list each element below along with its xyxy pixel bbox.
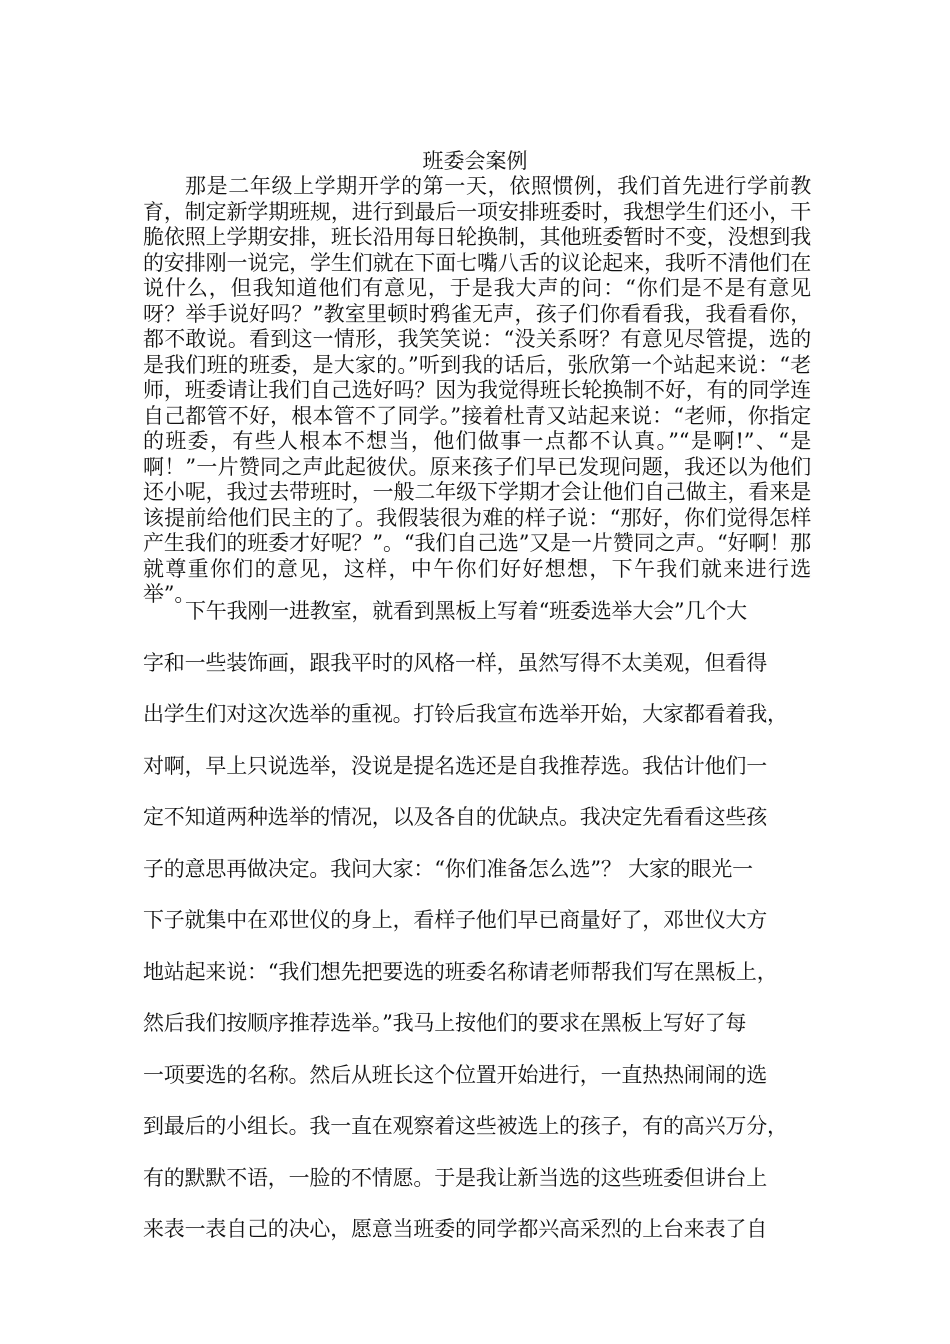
paragraph-2-line: 字和一些装饰画，跟我平时的风格一样，虽然写得不太美观，但看得 [143, 651, 767, 675]
document-title: 班委会案例 [422, 149, 528, 173]
paragraph-2-line: 出学生们对这次选举的重视。打铃后我宣布选举开始，大家都看着我， [143, 702, 788, 726]
paragraph-2-line: 地站起来说：“我们想先把要选的班委名称请老师帮我们写在黑板上， [143, 960, 778, 984]
paragraph-2-line: 对啊，早上只说选举，没说是提名选还是自我推荐选。我估计他们一 [143, 754, 767, 778]
paragraph-1 [143, 174, 811, 608]
paragraph-2-line: 有的默默不语，一脸的不情愿。于是我让新当选的这些班委但讲台上 [143, 1166, 767, 1190]
paragraph-2-line: 然后我们按顺序推荐选举。”我马上按他们的要求在黑板上写好了每 [143, 1011, 747, 1035]
paragraph-2-line: 到最后的小组长。我一直在观察着这些被选上的孩子，有的高兴万分， [143, 1114, 788, 1138]
paragraph-2-line: 子的意思再做决定。我问大家：“你们准备怎么选”？ 大家的眼光一 [143, 857, 753, 881]
paragraph-2-line: 定不知道两种选举的情况，以及各自的优缺点。我决定先看看这些孩 [143, 805, 767, 829]
paragraph-1-text: 那是二年级上学期开学的第一天，依照惯例，我们首先进行学前教育，制定新学期班规，进行到最后一项安排班委时，我想学生们还小，干脆依照上学期安排，班长沿用每日轮换制，其他班委暂时不变，没想到我的安排刚一说完，学生们就在下面七嘴八舌的议论起来，我听不清他们在说什么，但我知道他们有意见，于是我大声的问：“你们是不是有意见呀？举手说好吗？”教室里顿时鸦雀无声，孩子们你看看我，我看看你，都不敢说。看到这一情形，我笑笑说：“没关系呀？有意见尽管提，选的是我们班的班委，是大家的。”听到我的话后，张欣第一个站起来说：“老师，班委请让我们自己选好吗？因为我觉得班长轮换制不好，有的同学连自己都管不好，根本管不了同学。”接着杜青又站起来说：“老师，你指定的班委，有些人根本不想当，他们做事一点都不认真。”“是啊!”、“是啊！”一片赞同之声此起彼伏。原来孩子们早已发现问题，我还以为他们还小呢，我过去带班时，一般二年级下学期才会让他们自己做主，看来是该提前给他们民主的了。我假装很为难的样子说：“那好，你们觉得怎样产生我们的班委才好呢？”。“我们自己选”又是一片赞同之声。“好啊！那就尊重你们的意见，这样，中午你们好好想想，下午我们就来进行选举”。 [143, 174, 811, 606]
paragraph-2-line: 来表一表自己的决心，愿意当班委的同学都兴高采烈的上台来表了自 [143, 1217, 767, 1241]
paragraph-2-line: 下午我刚一进教室，就看到黑板上写着“班委选举大会”几个大 [185, 599, 747, 623]
paragraph-2-line: 下子就集中在邓世仪的身上，看样子他们早已商量好了，邓世仪大方 [143, 908, 767, 932]
paragraph-2-line: 一项要选的名称。然后从班长这个位置开始进行，一直热热闹闹的选 [143, 1063, 767, 1087]
